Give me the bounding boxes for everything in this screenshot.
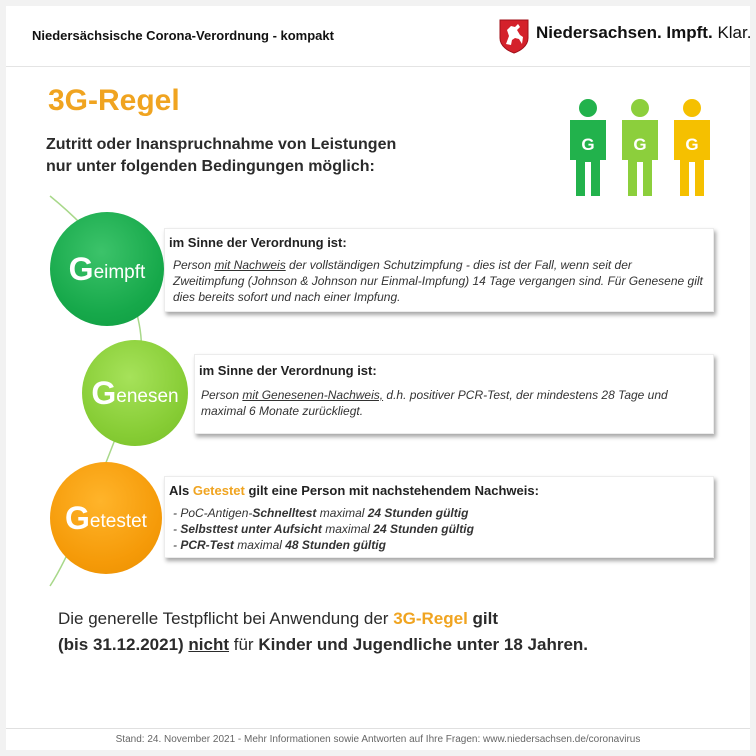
list-item: - PCR-Test maximal 48 Stunden gültig	[173, 538, 386, 552]
list-item: - Selbsttest unter Aufsicht maximal 24 Stunden gültig	[173, 522, 474, 536]
genesen-body: Person mit Genesenen-Nachweis, d.h. positiver PCR-Test, der mindestens 28 Tage und maximal 6 Monate zurückliegt.	[201, 388, 668, 418]
geimpft-circle	[50, 212, 164, 326]
getestet-info-box	[164, 476, 714, 558]
note-line-1: Die generelle Testpflicht bei Anwendung der 3G-Regel gilt	[58, 609, 499, 628]
footer: Stand: 24. November 2021 - Mehr Informationen sowie Antworten auf Ihre Fragen: www.niedersachsen.de/coronavirus	[6, 728, 750, 751]
infographic-page	[6, 6, 750, 750]
geimpft-underlined: mit Nachweis	[214, 258, 286, 272]
person-green-letter: G	[581, 135, 595, 154]
geimpft-label: eimpft	[93, 262, 146, 283]
genesen-info-box	[194, 354, 714, 434]
genesen-circle	[82, 340, 188, 446]
intro-line-1: Zutritt oder Inanspruchnahme von Leistungen	[46, 136, 397, 153]
getestet-initial: G	[65, 500, 90, 536]
getestet-label: etestet	[89, 511, 147, 532]
geimpft-initial: G	[68, 251, 94, 287]
geimpft-body: Person mit Nachweis der vollständigen Schutzimpfung - dies ist der Fall, wenn seit der Zweitimpfung (Johnson & Johnson nur Einmal-Impfung) 14 Tage vergangen sind. Für Genesene gilt dies bereits sofort und nach einer Impfung.	[173, 258, 703, 304]
genesen-underlined: mit Genesenen-Nachweis,	[242, 388, 384, 402]
logo-word-niedersachsen: Niedersachsen.	[536, 23, 662, 42]
getestet-circle	[50, 462, 162, 574]
rule-title: 3G-Regel	[48, 84, 180, 117]
person-yellow-letter: G	[685, 135, 699, 154]
note-line-2: (bis 31.12.2021) nicht für Kinder und Jugendliche unter 18 Jahren.	[58, 635, 589, 654]
list-item: - PoC-Antigen-Schnelltest maximal 24 Stunden gültig	[173, 506, 469, 520]
testpflicht-note	[58, 606, 738, 658]
person-lightgreen-letter: G	[633, 135, 647, 154]
getestet-list	[173, 505, 703, 553]
geimpft-heading: im Sinne der Verordnung ist:	[169, 235, 347, 250]
intro-line-2: nur unter folgenden Bedingungen möglich:	[46, 158, 375, 175]
logo-word-klar: Klar.	[717, 23, 752, 42]
genesen-heading: im Sinne der Verordnung ist:	[199, 363, 377, 378]
getestet-heading: Als Getestet gilt eine Person mit nachstehendem Nachweis:	[169, 483, 539, 498]
logo-word-impft: Impft.	[666, 23, 713, 42]
genesen-label: enesen	[116, 386, 179, 407]
geimpft-info-box	[164, 228, 714, 312]
genesen-initial: G	[91, 375, 117, 411]
header-title: Niedersächsische Corona-Verordnung - kompakt	[32, 28, 334, 43]
